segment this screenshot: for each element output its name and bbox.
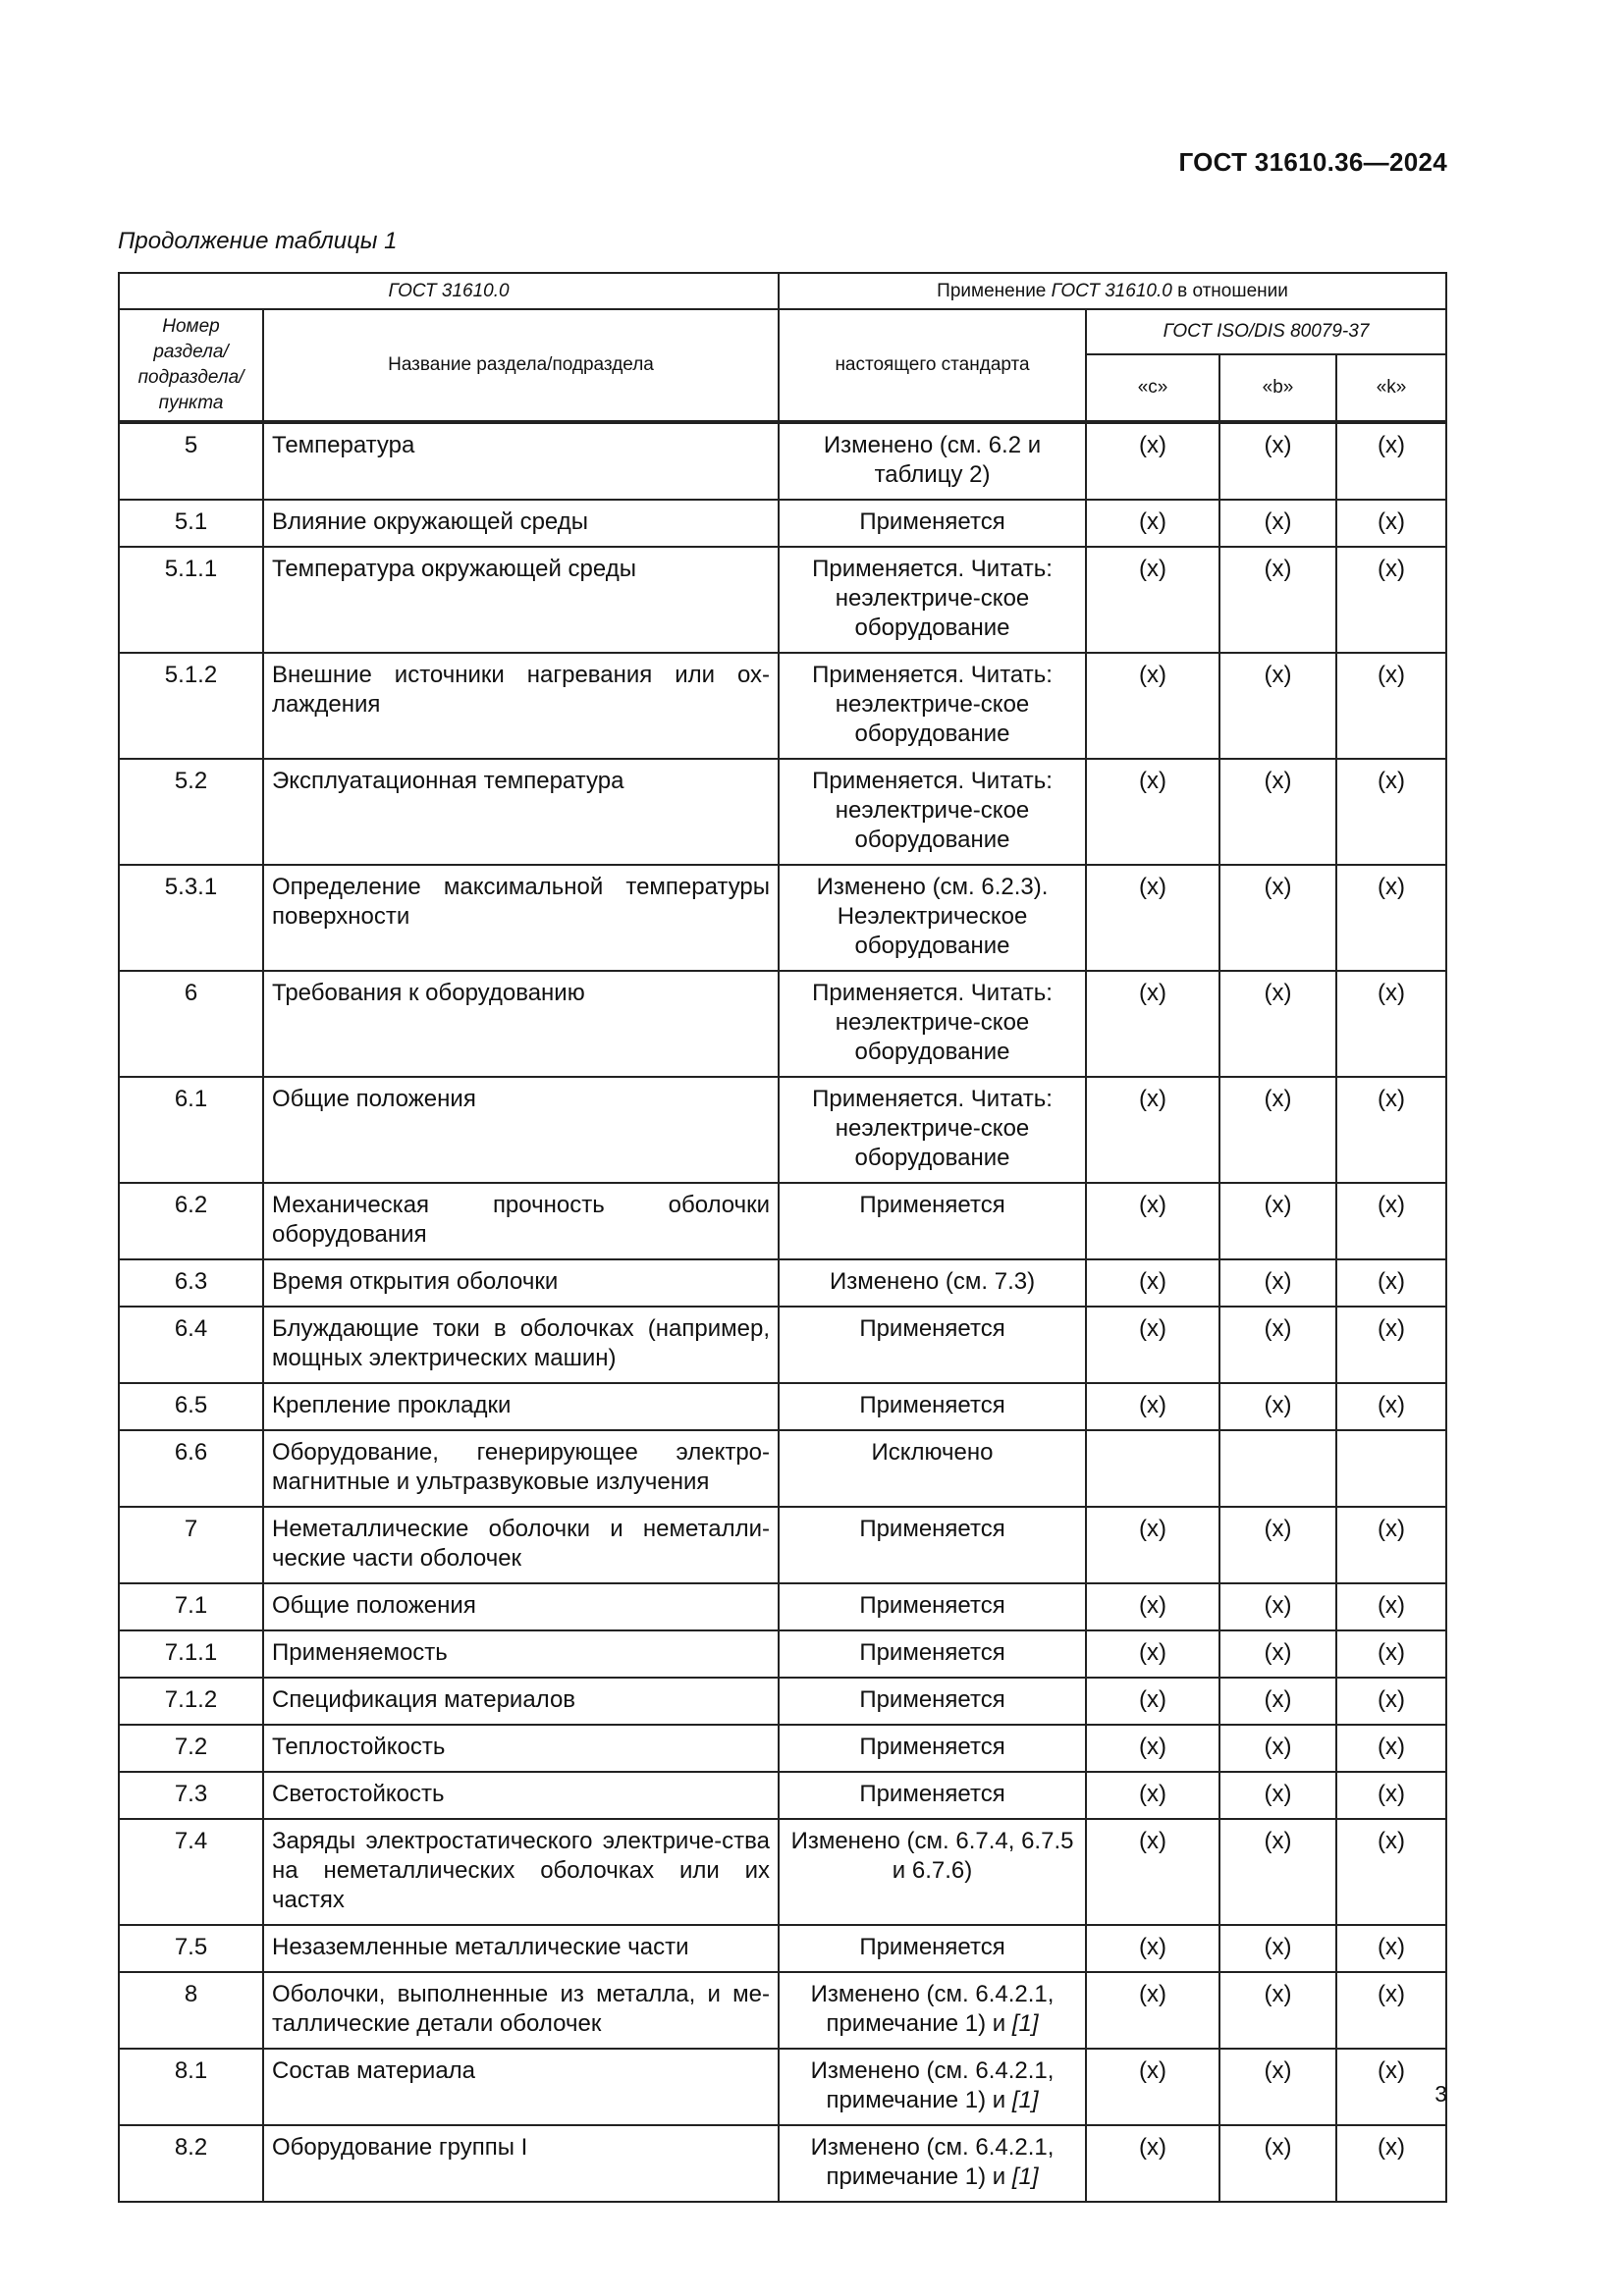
row-name: Незаземленные металлические части	[263, 1925, 779, 1972]
row-mark-c: (x)	[1086, 1077, 1219, 1183]
header-application-suffix: в отношении	[1171, 280, 1288, 301]
row-application: Применяется	[779, 1772, 1086, 1819]
row-number: 6.6	[119, 1430, 263, 1507]
header-gost-base: ГОСТ 31610.0	[119, 273, 779, 309]
row-number: 6.5	[119, 1383, 263, 1430]
table-row	[119, 1583, 1446, 1630]
row-mark-c: (x)	[1086, 865, 1219, 971]
row-number: 7.1	[119, 1583, 263, 1630]
row-name: Неметаллические оболочки и неметалли-ческие части оболочек	[263, 1507, 779, 1583]
row-mark-c: (x)	[1086, 2049, 1219, 2125]
row-mark-b: (x)	[1219, 547, 1336, 653]
row-application: Применяется	[779, 1630, 1086, 1678]
row-name: Оборудование группы I	[263, 2125, 779, 2202]
header-col-k: «k»	[1336, 354, 1446, 422]
row-name: Оборудование, генерирующее электро-магнитные и ультразвуковые излучения	[263, 1430, 779, 1507]
row-application: Применяется. Читать: неэлектриче-ское оборудование	[779, 759, 1086, 865]
row-mark-b: (x)	[1219, 1819, 1336, 1925]
row-application: Применяется	[779, 1307, 1086, 1383]
row-application: Изменено (см. 6.7.4, 6.7.5 и 6.7.6)	[779, 1819, 1086, 1925]
row-mark-k: (x)	[1336, 1630, 1446, 1678]
header-col-c: «c»	[1086, 354, 1219, 422]
row-application: Применяется. Читать: неэлектриче-ское оборудование	[779, 971, 1086, 1077]
row-mark-c	[1086, 1430, 1219, 1507]
row-mark-c: (x)	[1086, 422, 1219, 500]
table-row	[119, 547, 1446, 653]
row-mark-b: (x)	[1219, 1925, 1336, 1972]
row-name: Общие положения	[263, 1583, 779, 1630]
row-mark-k: (x)	[1336, 1583, 1446, 1630]
row-mark-k: (x)	[1336, 971, 1446, 1077]
row-application: Изменено (см. 6.2 и таблицу 2)	[779, 422, 1086, 500]
row-application-text: Изменено (см. 6.4.2.1, примечание 1) и	[810, 1981, 1055, 2037]
row-mark-c: (x)	[1086, 1630, 1219, 1678]
table-row	[119, 2125, 1446, 2202]
row-application-ref: [1]	[1011, 2087, 1039, 2113]
row-mark-c: (x)	[1086, 1972, 1219, 2049]
row-name: Применяемость	[263, 1630, 779, 1678]
row-mark-b: (x)	[1219, 1678, 1336, 1725]
row-application-ref: [1]	[1011, 2010, 1039, 2037]
row-application: Изменено (см. 6.2.3). Неэлектрическое оборудование	[779, 865, 1086, 971]
row-mark-k: (x)	[1336, 1772, 1446, 1819]
row-number: 5	[119, 422, 263, 500]
row-name: Теплостойкость	[263, 1725, 779, 1772]
row-mark-k: (x)	[1336, 1383, 1446, 1430]
row-mark-k: (x)	[1336, 1678, 1446, 1725]
row-mark-b: (x)	[1219, 1630, 1336, 1678]
row-number: 5.1.1	[119, 547, 263, 653]
row-mark-b: (x)	[1219, 759, 1336, 865]
row-mark-c: (x)	[1086, 500, 1219, 547]
table-row	[119, 1383, 1446, 1430]
header-name: Название раздела/подраздела	[263, 309, 779, 422]
row-name: Время открытия оболочки	[263, 1259, 779, 1307]
row-mark-b: (x)	[1219, 1583, 1336, 1630]
row-mark-c: (x)	[1086, 1925, 1219, 1972]
table-row	[119, 1077, 1446, 1183]
row-mark-k: (x)	[1336, 2049, 1446, 2125]
row-mark-c: (x)	[1086, 1678, 1219, 1725]
row-mark-b: (x)	[1219, 1507, 1336, 1583]
table-row	[119, 422, 1446, 500]
row-mark-b: (x)	[1219, 500, 1336, 547]
row-number: 7.1.2	[119, 1678, 263, 1725]
row-application: Применяется	[779, 500, 1086, 547]
row-name: Определение максимальной температуры поверхности	[263, 865, 779, 971]
row-name: Эксплуатационная температура	[263, 759, 779, 865]
row-mark-c: (x)	[1086, 1772, 1219, 1819]
row-number: 5.1.2	[119, 653, 263, 759]
table-row	[119, 865, 1446, 971]
row-number: 7	[119, 1507, 263, 1583]
row-application	[779, 2125, 1086, 2202]
table-row	[119, 653, 1446, 759]
table-row	[119, 1972, 1446, 2049]
row-mark-b: (x)	[1219, 2049, 1336, 2125]
row-mark-c: (x)	[1086, 1259, 1219, 1307]
row-number: 7.2	[119, 1725, 263, 1772]
row-number: 7.4	[119, 1819, 263, 1925]
row-number: 8	[119, 1972, 263, 2049]
row-mark-k: (x)	[1336, 500, 1446, 547]
row-name: Блуждающие токи в оболочках (например, мощных электрических машин)	[263, 1307, 779, 1383]
row-mark-b: (x)	[1219, 1725, 1336, 1772]
row-mark-c: (x)	[1086, 547, 1219, 653]
row-number: 8.1	[119, 2049, 263, 2125]
row-mark-k	[1336, 1430, 1446, 1507]
row-mark-b: (x)	[1219, 971, 1336, 1077]
table-row	[119, 500, 1446, 547]
row-application: Применяется	[779, 1678, 1086, 1725]
row-application: Применяется. Читать: неэлектриче-ское оборудование	[779, 1077, 1086, 1183]
table-row	[119, 971, 1446, 1077]
row-application	[779, 1972, 1086, 2049]
row-number: 6.3	[119, 1259, 263, 1307]
row-mark-c: (x)	[1086, 759, 1219, 865]
table-row	[119, 1925, 1446, 1972]
row-mark-k: (x)	[1336, 1972, 1446, 2049]
row-mark-c: (x)	[1086, 1583, 1219, 1630]
row-mark-b: (x)	[1219, 865, 1336, 971]
row-number: 6	[119, 971, 263, 1077]
table-row	[119, 1430, 1446, 1507]
row-name: Температура	[263, 422, 779, 500]
row-number: 8.2	[119, 2125, 263, 2202]
header-application	[779, 273, 1446, 309]
standards-table	[118, 272, 1447, 2203]
header-application-prefix: Применение	[937, 280, 1052, 301]
row-mark-k: (x)	[1336, 1077, 1446, 1183]
row-mark-b: (x)	[1219, 422, 1336, 500]
row-application: Применяется	[779, 1925, 1086, 1972]
row-mark-k: (x)	[1336, 1307, 1446, 1383]
table-row	[119, 1725, 1446, 1772]
row-mark-k: (x)	[1336, 2125, 1446, 2202]
row-number: 5.2	[119, 759, 263, 865]
row-mark-k: (x)	[1336, 547, 1446, 653]
header-iso: ГОСТ ISO/DIS 80079-37	[1086, 309, 1446, 354]
table-row	[119, 1630, 1446, 1678]
row-application: Применяется	[779, 1383, 1086, 1430]
row-number: 7.5	[119, 1925, 263, 1972]
row-number: 6.1	[119, 1077, 263, 1183]
table-row	[119, 1183, 1446, 1259]
row-application: Применяется. Читать: неэлектриче-ское оборудование	[779, 653, 1086, 759]
row-number: 5.1	[119, 500, 263, 547]
header-this-standard: настоящего стандарта	[779, 309, 1086, 422]
row-application	[779, 2049, 1086, 2125]
row-application: Применяется. Читать: неэлектриче-ское оборудование	[779, 547, 1086, 653]
row-application-text: Изменено (см. 6.4.2.1, примечание 1) и	[810, 2057, 1055, 2113]
table-row	[119, 1772, 1446, 1819]
table-row	[119, 2049, 1446, 2125]
table-row	[119, 1259, 1446, 1307]
row-number: 5.3.1	[119, 865, 263, 971]
row-mark-c: (x)	[1086, 1507, 1219, 1583]
row-name: Механическая прочность оболочки оборудования	[263, 1183, 779, 1259]
row-number: 6.2	[119, 1183, 263, 1259]
row-application: Применяется	[779, 1183, 1086, 1259]
table-row	[119, 1307, 1446, 1383]
row-mark-c: (x)	[1086, 653, 1219, 759]
row-application: Изменено (см. 7.3)	[779, 1259, 1086, 1307]
row-number: 6.4	[119, 1307, 263, 1383]
row-mark-k: (x)	[1336, 1725, 1446, 1772]
row-mark-k: (x)	[1336, 653, 1446, 759]
row-name: Состав материала	[263, 2049, 779, 2125]
row-number: 7.1.1	[119, 1630, 263, 1678]
table-row	[119, 1507, 1446, 1583]
header-number: Номер раздела/ подраздела/ пункта	[119, 309, 263, 422]
row-name: Спецификация материалов	[263, 1678, 779, 1725]
row-name: Крепление прокладки	[263, 1383, 779, 1430]
row-mark-k: (x)	[1336, 1259, 1446, 1307]
row-application: Применяется	[779, 1507, 1086, 1583]
row-application-ref: [1]	[1011, 2163, 1039, 2190]
row-mark-b: (x)	[1219, 1077, 1336, 1183]
row-mark-k: (x)	[1336, 1925, 1446, 1972]
row-application: Применяется	[779, 1725, 1086, 1772]
row-mark-c: (x)	[1086, 1383, 1219, 1430]
row-mark-b: (x)	[1219, 1183, 1336, 1259]
row-mark-k: (x)	[1336, 865, 1446, 971]
row-application: Исключено	[779, 1430, 1086, 1507]
row-mark-k: (x)	[1336, 1507, 1446, 1583]
row-mark-b: (x)	[1219, 1307, 1336, 1383]
row-mark-c: (x)	[1086, 2125, 1219, 2202]
table-row	[119, 1819, 1446, 1925]
row-mark-k: (x)	[1336, 422, 1446, 500]
row-application-text: Изменено (см. 6.4.2.1, примечание 1) и	[810, 2134, 1055, 2190]
row-application: Применяется	[779, 1583, 1086, 1630]
row-mark-c: (x)	[1086, 1725, 1219, 1772]
row-mark-b: (x)	[1219, 1383, 1336, 1430]
row-mark-b: (x)	[1219, 653, 1336, 759]
row-name: Внешние источники нагревания или ох-лаждения	[263, 653, 779, 759]
row-name: Требования к оборудованию	[263, 971, 779, 1077]
row-mark-k: (x)	[1336, 1819, 1446, 1925]
row-name: Влияние окружающей среды	[263, 500, 779, 547]
row-name: Общие положения	[263, 1077, 779, 1183]
header-row-2	[119, 309, 1446, 354]
row-mark-k: (x)	[1336, 759, 1446, 865]
table-row	[119, 1678, 1446, 1725]
row-name: Температура окружающей среды	[263, 547, 779, 653]
table-caption: Продолжение таблицы 1	[118, 228, 398, 254]
row-mark-b: (x)	[1219, 1772, 1336, 1819]
header-col-b: «b»	[1219, 354, 1336, 422]
header-application-ref: ГОСТ 31610.0	[1051, 280, 1172, 301]
row-mark-c: (x)	[1086, 1307, 1219, 1383]
row-name: Заряды электростатического электриче-ства на неметаллических оболочках или их частях	[263, 1819, 779, 1925]
row-name: Оболочки, выполненные из металла, и ме-таллические детали оболочек	[263, 1972, 779, 2049]
table-row	[119, 759, 1446, 865]
page-number: 3	[1435, 2081, 1447, 2107]
row-mark-k: (x)	[1336, 1183, 1446, 1259]
header-row-1	[119, 273, 1446, 309]
row-mark-b: (x)	[1219, 1972, 1336, 2049]
row-name: Светостойкость	[263, 1772, 779, 1819]
row-mark-b: (x)	[1219, 1259, 1336, 1307]
document-code: ГОСТ 31610.36—2024	[1178, 147, 1447, 177]
row-mark-c: (x)	[1086, 1183, 1219, 1259]
row-mark-c: (x)	[1086, 1819, 1219, 1925]
row-number: 7.3	[119, 1772, 263, 1819]
row-mark-c: (x)	[1086, 971, 1219, 1077]
row-mark-b: (x)	[1219, 2125, 1336, 2202]
row-mark-b	[1219, 1430, 1336, 1507]
